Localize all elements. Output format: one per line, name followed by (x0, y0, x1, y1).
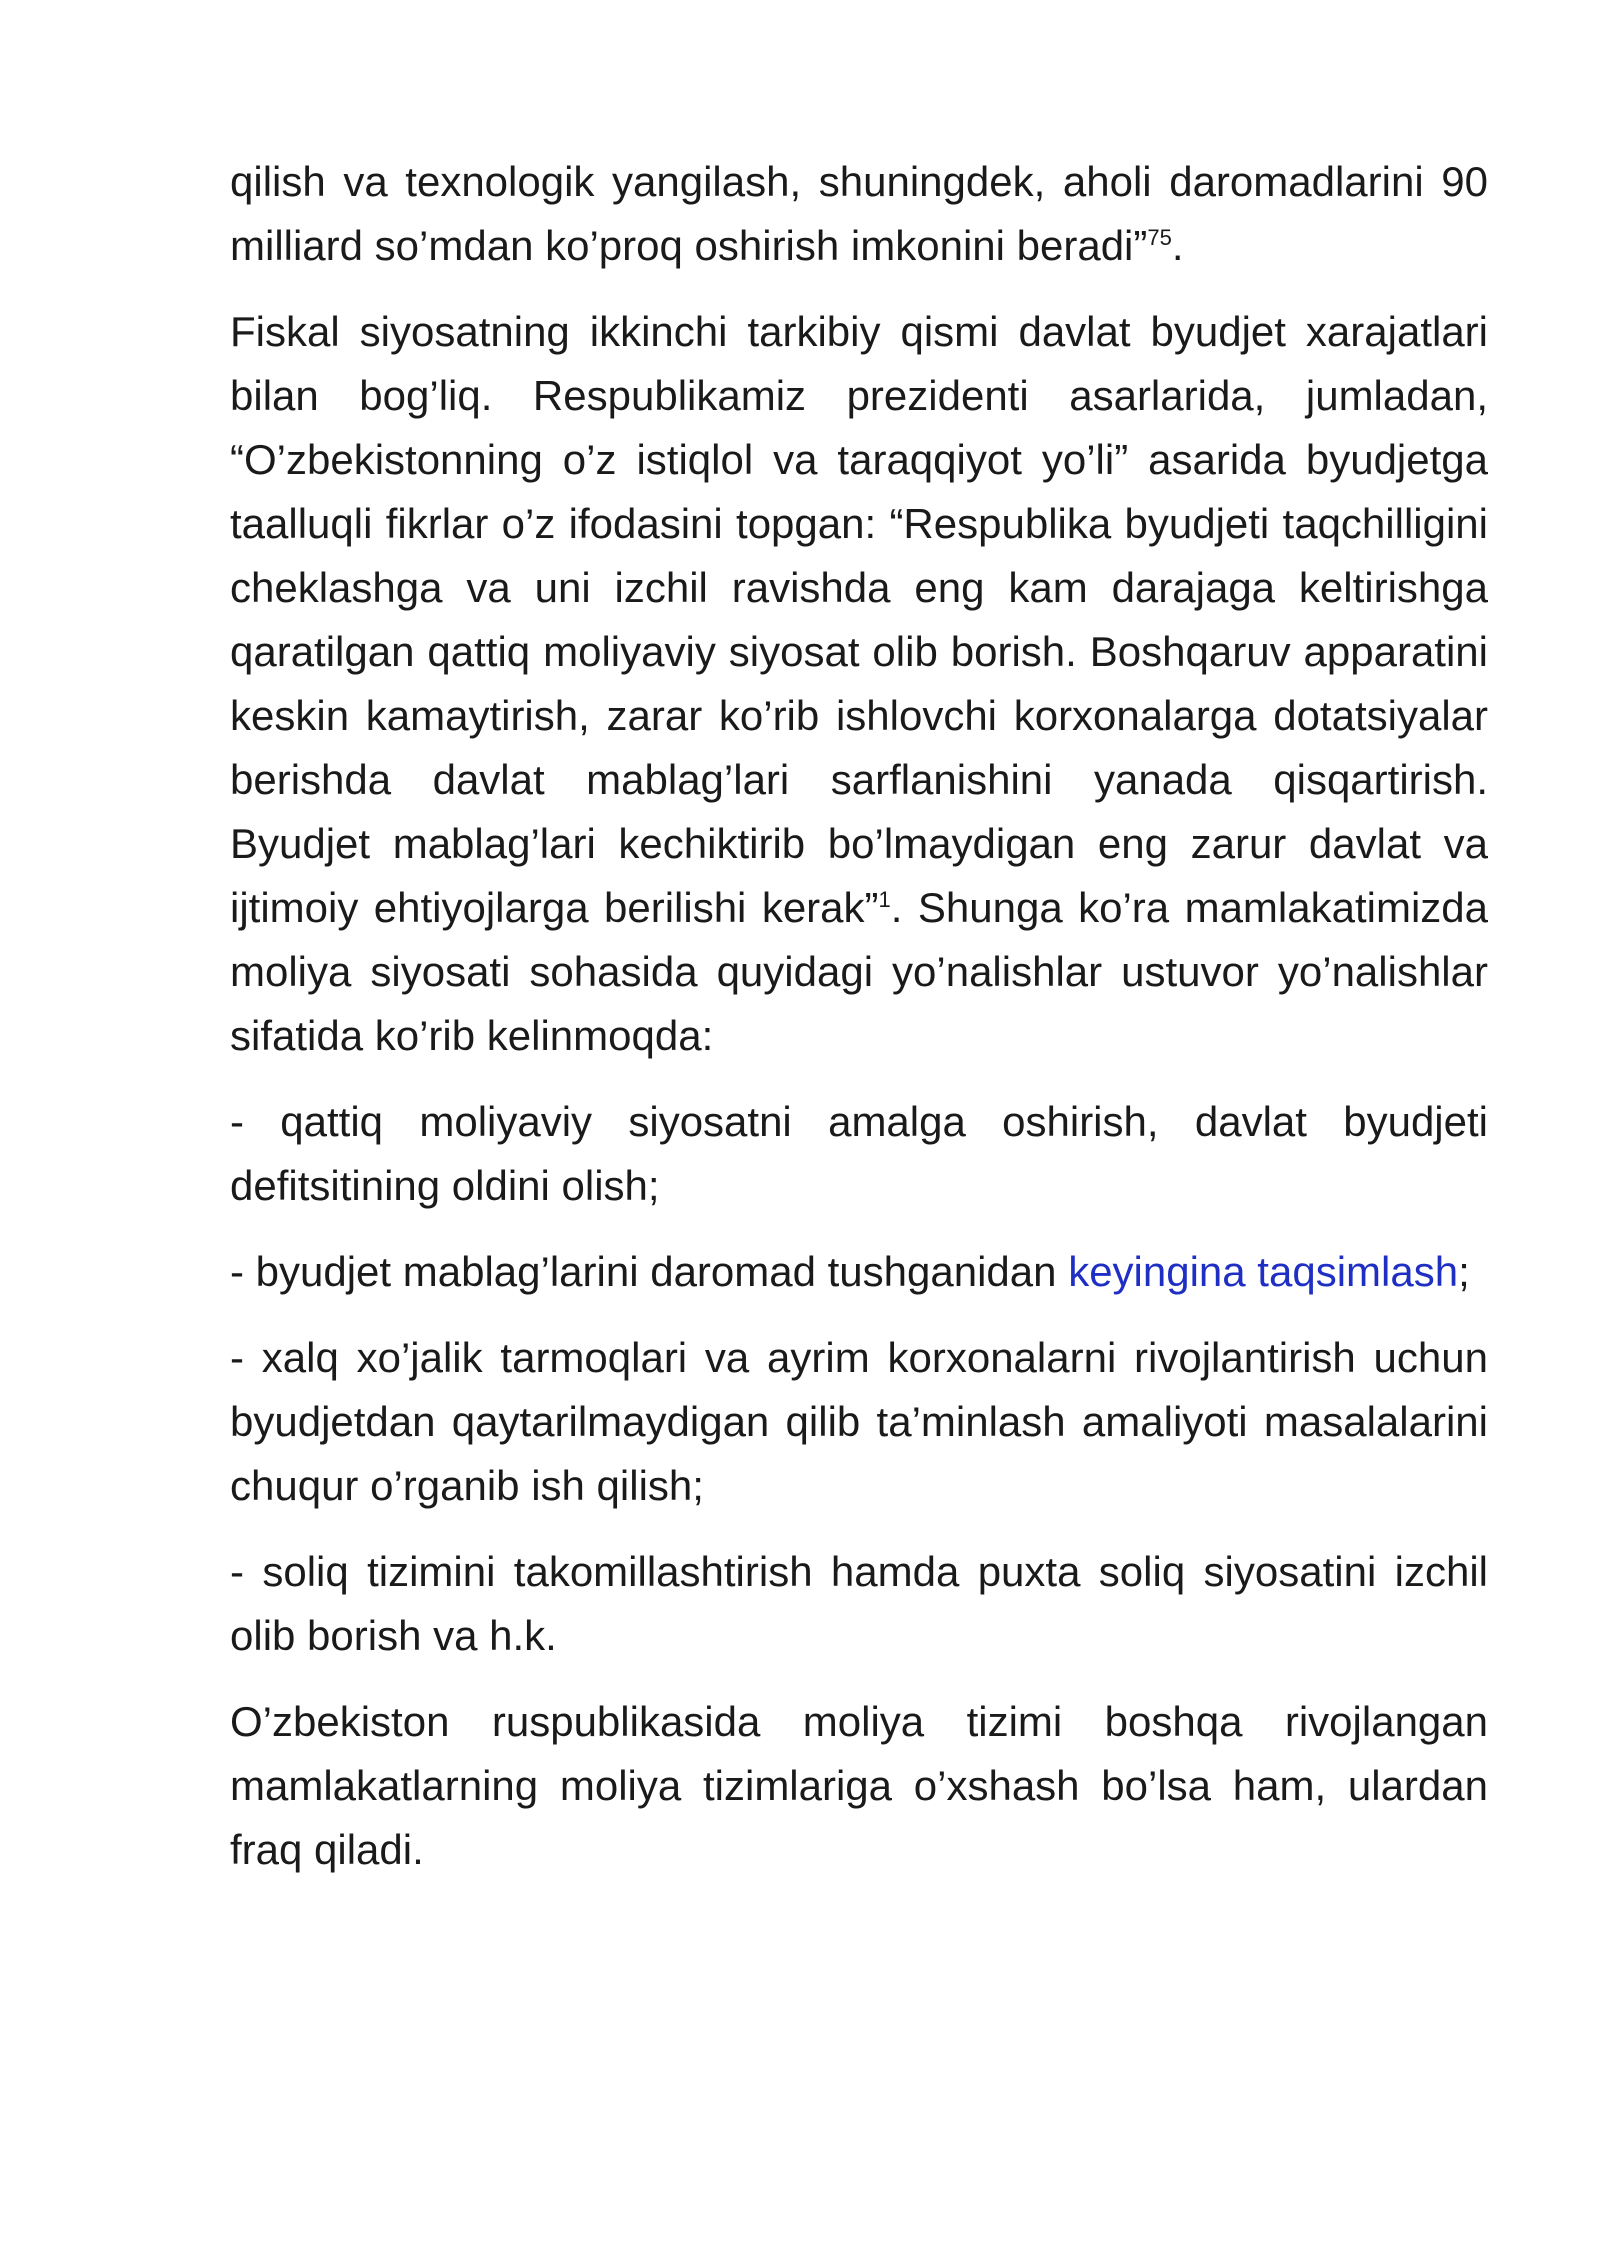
list-item-2 (230, 1240, 1488, 1304)
paragraph-2-text: Fiskal siyosatning ikkinchi tarkibiy qismi davlat byudjet xarajatlari bilan bog’liq. Respublikamiz prezidenti asarlarida, jumladan, “O’zbekistonning o’z istiqlol va taraqqiyot yo’li” asarida byudjetga taalluqli fikrlar o’z ifodasini topgan: “Respublika byudjeti taqchilligini cheklashga va uni izchil ravishda eng kam darajaga keltirishga qaratilgan qattiq moliyaviy siyosat olib borish. Boshqaruv apparatini keskin kamaytirish, zarar ko’rib ishlovchi korxonalarga dotatsiyalar berishda davlat mablag’lari sarflanishini yanada qisqartirish. Byudjet mablag’lari kechiktirib bo’lmaydigan eng zarur davlat va ijtimoiy ehtiyojlarga berilishi kerak” (230, 308, 1488, 931)
paragraph-1 (230, 150, 1488, 278)
list-item-1-text: - qattiq moliyaviy siyosatni amalga oshirish, davlat byudjeti defitsitining oldini olish; (230, 1098, 1488, 1209)
list-item-3-text: - xalq xo’jalik tarmoqlari va ayrim korxonalarni rivojlantirish uchun byudjetdan qaytarilmaydigan qilib ta’minlash amaliyoti masalalarini chuqur o’rganib ish qilish; (230, 1334, 1488, 1509)
list-item-2-text: - byudjet mablag’larini daromad tushganidan (230, 1248, 1069, 1295)
document-body (230, 150, 1488, 1904)
list-item-1 (230, 1090, 1488, 1218)
paragraph-2-tail: . Shunga ko’ra mamlakatimizda moliya siyosati sohasida quyidagi yo’nalishlar ustuvor yo’nalishlar sifatida ko’rib kelinmoqda: (230, 884, 1488, 1059)
footnote-ref-1[interactable]: 1 (878, 887, 891, 912)
footnote-ref-75[interactable]: 75 (1147, 225, 1172, 250)
list-item-3 (230, 1326, 1488, 1518)
list-item-4 (230, 1540, 1488, 1668)
paragraph-1-tail: . (1171, 222, 1184, 269)
list-item-2-tail: ; (1458, 1248, 1470, 1295)
paragraph-2 (230, 300, 1488, 1068)
paragraph-3-text: O’zbekiston ruspublikasida moliya tizimi boshqa rivojlangan mamlakatlarning moliya tizimlariga o’xshash bo’lsa ham, ulardan fraq qiladi. (230, 1698, 1488, 1873)
hyperlink-keyingina-taqsimlash[interactable]: keyingina taqsimlash (1068, 1248, 1459, 1295)
paragraph-3 (230, 1690, 1488, 1882)
list-item-4-text: - soliq tizimini takomillashtirish hamda puxta soliq siyosatini izchil olib borish va h.k. (230, 1548, 1488, 1659)
paragraph-1-text: qilish va texnologik yangilash, shuningdek, aholi daromadlarini 90 milliard so’mdan ko’proq oshirish imkonini beradi” (230, 158, 1488, 269)
